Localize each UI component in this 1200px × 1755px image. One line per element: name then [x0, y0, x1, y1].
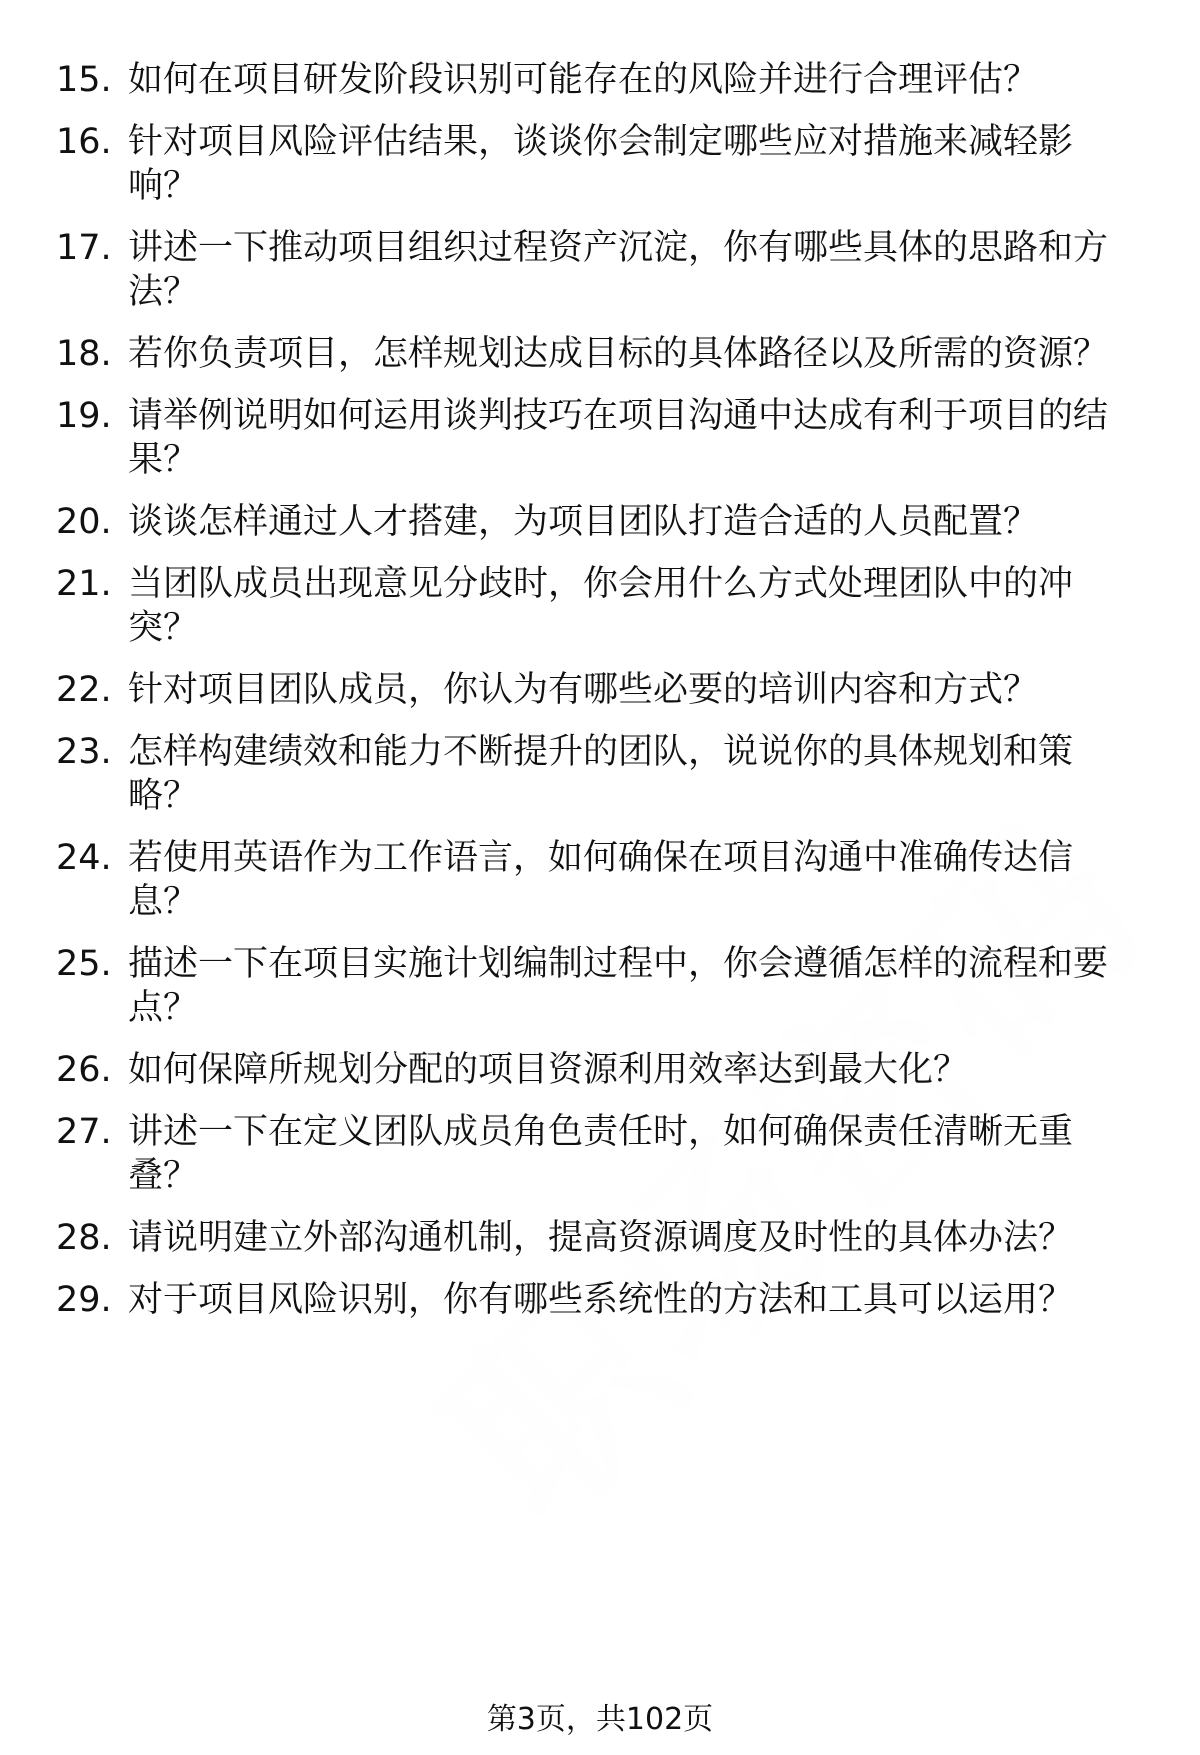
question-item: [56, 1048, 1146, 1092]
question-number: 22.: [56, 670, 112, 710]
question-item: [56, 58, 1146, 102]
question-text: 若你负责项目，怎样规划达成目标的具体路径以及所需的资源？: [128, 334, 1109, 374]
question-number: 27.: [56, 1112, 112, 1152]
question-list: [56, 58, 1146, 1340]
question-text: 讲述一下推动项目组织过程资产沉淀，你有哪些具体的思路和方法？: [128, 228, 1109, 312]
question-text: 对于项目风险识别，你有哪些系统性的方法和工具可以运用？: [128, 1280, 1074, 1320]
question-number: 21.: [56, 564, 112, 604]
question-number: 26.: [56, 1050, 112, 1090]
question-text: 请举例说明如何运用谈判技巧在项目沟通中达成有利于项目的结果？: [128, 396, 1109, 480]
question-item: [56, 836, 1146, 924]
question-text: 若使用英语作为工作语言，如何确保在项目沟通中准确传达信息？: [128, 838, 1074, 922]
question-number: 23.: [56, 732, 112, 772]
question-number: 18.: [56, 334, 112, 374]
question-text: 如何保障所规划分配的项目资源利用效率达到最大化？: [128, 1050, 969, 1090]
question-number: 24.: [56, 838, 112, 878]
question-text: 讲述一下在定义团队成员角色责任时，如何确保责任清晰无重叠？: [128, 1112, 1074, 1196]
question-item: [56, 332, 1146, 376]
question-text: 谈谈怎样通过人才搭建，为项目团队打造合适的人员配置？: [128, 502, 1039, 542]
question-number: 17.: [56, 228, 112, 268]
page-footer: 第3页，共102页: [486, 1702, 714, 1737]
question-item: [56, 226, 1146, 314]
question-number: 29.: [56, 1280, 112, 1320]
question-text: 怎样构建绩效和能力不断提升的团队，说说你的具体规划和策略？: [128, 732, 1074, 816]
question-item: [56, 120, 1146, 208]
question-item: [56, 1278, 1146, 1322]
question-item: [56, 668, 1146, 712]
question-number: 19.: [56, 396, 112, 436]
question-number: 15.: [56, 60, 112, 100]
question-number: 16.: [56, 122, 112, 162]
question-item: [56, 500, 1146, 544]
question-text: 请说明建立外部沟通机制，提高资源调度及时性的具体办法？: [128, 1218, 1074, 1258]
question-text: 针对项目团队成员，你认为有哪些必要的培训内容和方式？: [128, 670, 1039, 710]
question-item: [56, 1110, 1146, 1198]
question-text: 针对项目风险评估结果，谈谈你会制定哪些应对措施来减轻影响？: [128, 122, 1074, 206]
question-item: [56, 942, 1146, 1030]
question-item: [56, 730, 1146, 818]
question-text: 描述一下在项目实施计划编制过程中，你会遵循怎样的流程和要点？: [128, 944, 1109, 1028]
question-item: [56, 562, 1146, 650]
question-text: 当团队成员出现意见分歧时，你会用什么方式处理团队中的冲突？: [128, 564, 1074, 648]
question-number: 20.: [56, 502, 112, 542]
question-number: 25.: [56, 944, 112, 984]
question-item: [56, 1216, 1146, 1260]
question-item: [56, 394, 1146, 482]
question-number: 28.: [56, 1218, 112, 1258]
question-text: 如何在项目研发阶段识别可能存在的风险并进行合理评估？: [128, 60, 1039, 100]
